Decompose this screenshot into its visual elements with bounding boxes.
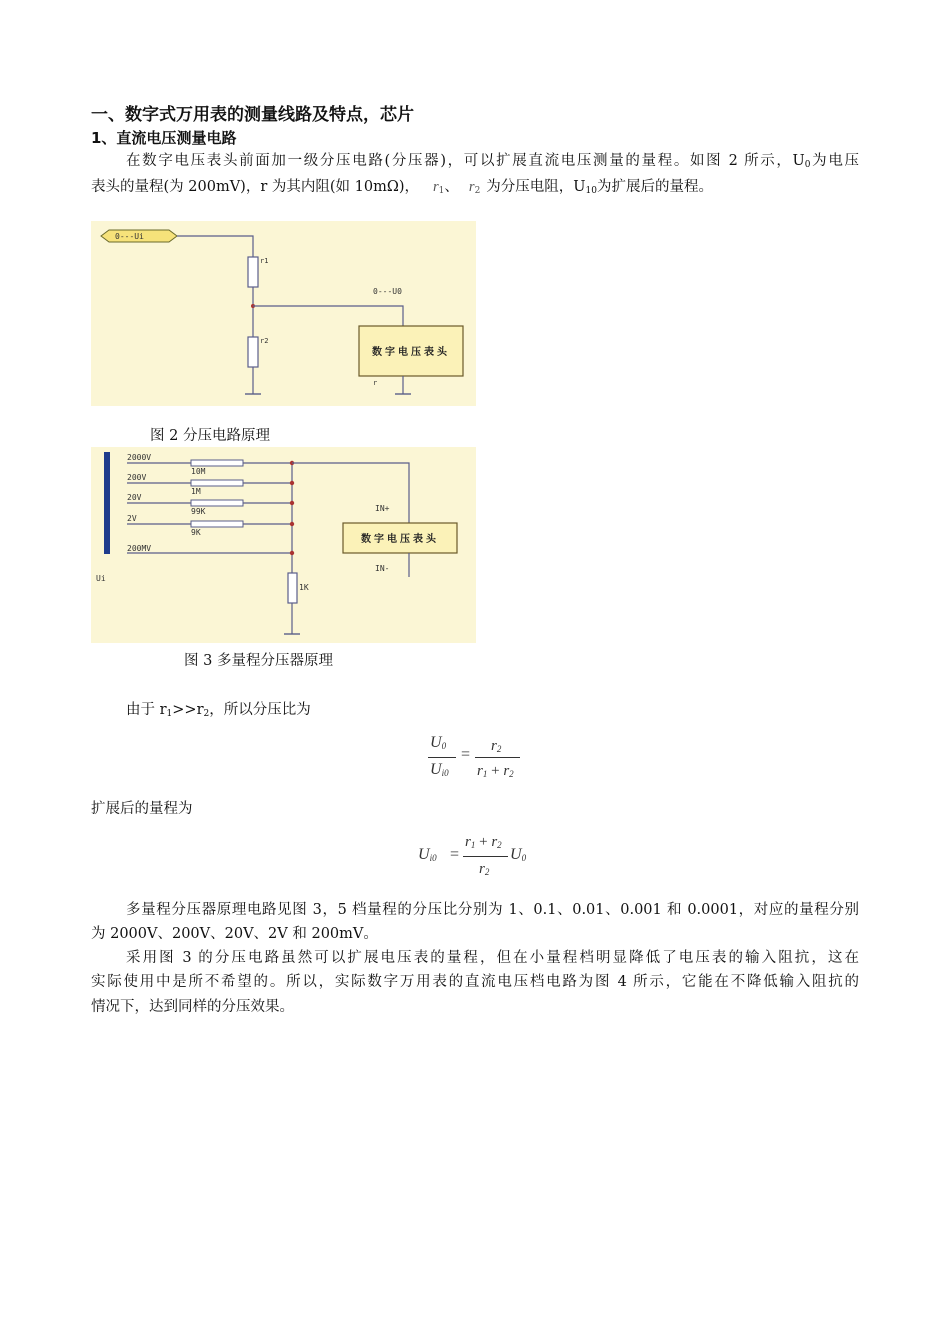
para5-line1: 采用图 3 的分压电路虽然可以扩展电压表的量程，但在小量程档明显降低了电压表的输入阻抗，这在 [126,950,859,966]
eq1-den-left: $U_{i0}$ [430,761,449,778]
in-plus-label: IN+ [375,504,390,513]
eq2-denominator: $r_2$ [479,861,490,877]
resistor-label-10m: 10M [191,467,206,476]
output-label: 0---U0 [373,287,402,296]
junction-4 [290,522,294,526]
figure-3-caption: 图 3 多量程分压器原理 [184,653,333,669]
range-label-20v: 20V [127,493,142,502]
r2-label: r2 [260,337,269,345]
range-label-200v: 200V [127,473,147,482]
resistor-label-9k: 9K [191,528,201,537]
range-label-2v: 2V [127,514,137,523]
eq2-lhs: $U_{i0}$ [418,846,437,863]
resistor-10m [191,460,243,466]
range-label-2000v: 2000V [127,453,152,462]
resistor-1k [288,573,297,603]
input-tag-label: 0---Ui [115,232,144,241]
figure-2-background [91,221,476,406]
resistor-9k [191,521,243,527]
resistor-1m [191,480,243,486]
resistor-label-1k: 1K [299,583,309,592]
eq1-den-right: $r_1 + r_2$ [477,763,514,779]
eq2-rhs: $U_0$ [510,846,527,863]
figure-2-caption: 图 2 分压电路原理 [150,428,270,444]
range-label-200mv: 200MV [127,544,152,553]
eq1-num-right: $r_2$ [491,738,502,754]
eq1-fraction-bar-left [428,757,456,758]
para1-line1: 在数字电压表头前面加一级分压电路(分压器)，可以扩展直流电压测量的量程。如图 2 所示，$U_0$为电压 [126,153,859,170]
eq1-equals: = [461,746,471,763]
resistor-label-99k: 99K [191,507,206,516]
para1-line2: 表头的量程(为 200mV)，r 为其内阻(如 10mΩ)， $r_1$、 $r_2$ 为分压电阻，$U_{10}$为扩展后的量程。 [91,179,713,196]
eq2-fraction-bar [463,856,508,857]
junction-5 [290,551,294,555]
junction-3 [290,501,294,505]
internal-r-label: r [373,379,378,387]
figure-2-voltage-divider [91,221,476,406]
figure-3-multirange-divider [91,447,476,643]
para3: 扩展后的量程为 [91,801,193,817]
resistor-99k [191,500,243,506]
junction-2 [290,481,294,485]
resistor-r2 [248,337,258,367]
eq1-fraction-bar-right [475,757,520,758]
voltmeter-head-label: 数字电压表头 [372,347,450,358]
resistor-r1 [248,257,258,287]
ui-label: Ui [96,574,106,583]
para4-line1: 多量程分压器原理电路见图 3，5 档量程的分压比分别为 1、0.1、0.01、0.001 和 0.0001，对应的量程分别 [126,902,859,918]
resistor-label-1m: 1M [191,487,201,496]
eq1-num-left: $U_0$ [430,734,447,751]
subsection-heading: 1、直流电压测量电路 [91,129,237,147]
para4-line2: 为 2000V、200V、20V、2V 和 200mV。 [91,926,378,942]
voltmeter-head-label: 数字电压表头 [361,534,439,545]
para2: 由于 $r_1>>r_2$，所以分压比为 [126,702,311,719]
para5-line3: 情况下，达到同样的分压效果。 [91,999,294,1015]
eq2-numerator: $r_1 + r_2$ [465,834,502,850]
section-heading: 一、数字式万用表的测量线路及特点，芯片 [91,105,414,125]
range-selector-bar [104,452,110,554]
in-minus-label: IN- [375,564,390,573]
r1-label: r1 [260,257,269,265]
para5-line2: 实际使用中是所不希望的。所以，实际数字万用表的直流电压档电路为图 4 所示，它能在不降低输入阻抗的 [91,974,859,990]
eq2-equals: = [450,846,460,863]
